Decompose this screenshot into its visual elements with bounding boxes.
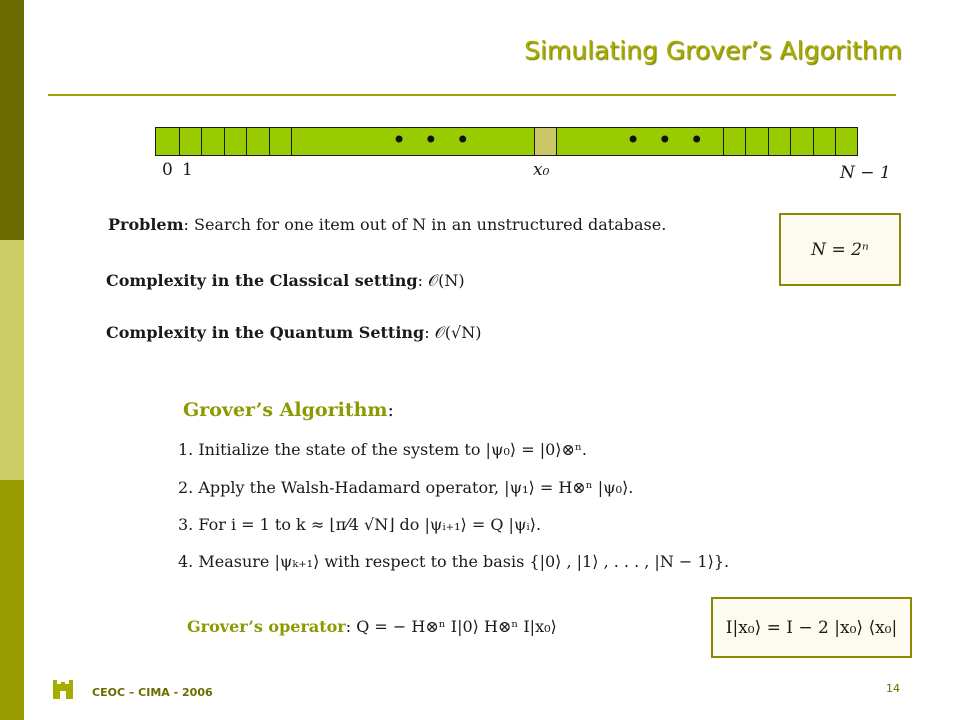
side-bar-bottom: [0, 480, 24, 720]
side-bar-middle: [0, 240, 24, 480]
title-divider: [48, 94, 896, 96]
footer-text: CEOC – CIMA - 2006: [92, 686, 213, 699]
algorithm-heading-label: Grover’s Algorithm: [183, 399, 388, 421]
grover-operator-label: Grover’s operator: [187, 617, 346, 636]
index-n-minus-1-label: N − 1: [840, 163, 891, 183]
problem-label: Problem: [108, 215, 184, 234]
grover-operator-line: [187, 617, 557, 636]
slide-title: Simulating Grover’s Algorithm: [524, 36, 902, 65]
n-definition: N = 2ⁿ: [811, 239, 869, 260]
quantum-complexity: [106, 323, 481, 343]
algorithm-heading-colon: :: [387, 399, 394, 421]
classical-complexity-value: : 𝒪(N): [417, 271, 465, 290]
quantum-complexity-label: Complexity in the Quantum Setting: [106, 323, 425, 342]
index-0-label: 0: [162, 160, 173, 180]
reflection-operator-box: [711, 597, 912, 658]
grover-operator-formula: : Q = − H⊗ⁿ I|0⟩ H⊗ⁿ I|x₀⟩: [345, 617, 557, 636]
cell-divider: [201, 128, 202, 155]
dots-left: • • •: [392, 126, 475, 154]
algorithm-step-3: 3. For i = 1 to k ≈ ⌊π⁄4 √N⌋ do |ψᵢ₊₁⟩ = Q |ψᵢ⟩.: [178, 515, 542, 534]
problem-statement: [108, 215, 666, 234]
algorithm-step-4: 4. Measure |ψₖ₊₁⟩ with respect to the basis {|0⟩ , |1⟩ , . . . , |N − 1⟩}.: [178, 552, 730, 571]
cell-divider: [790, 128, 791, 155]
index-1-label: 1: [182, 160, 193, 180]
castle-logo-icon: [52, 678, 74, 700]
cell-divider: [745, 128, 746, 155]
cell-divider: [179, 128, 180, 155]
reflection-operator-formula: I|x₀⟩ = I − 2 |x₀⟩ ⟨x₀|: [725, 617, 898, 638]
cell-divider: [246, 128, 247, 155]
algorithm-step-1: 1. Initialize the state of the system to |ψ₀⟩ = |0⟩⊗ⁿ.: [178, 440, 587, 459]
cell-divider: [835, 128, 836, 155]
cell-divider: [291, 128, 292, 155]
cell-divider: [269, 128, 270, 155]
algorithm-step-2: 2. Apply the Walsh-Hadamard operator, |ψ₁⟩ = H⊗ⁿ |ψ₀⟩.: [178, 478, 634, 497]
classical-complexity-label: Complexity in the Classical setting: [106, 271, 418, 290]
index-x0-label: x₀: [533, 160, 550, 180]
n-definition-box: [779, 213, 901, 286]
dots-right: • • •: [626, 126, 709, 154]
side-bar-top: [0, 0, 24, 240]
quantum-complexity-value: : 𝒪(√N): [424, 323, 482, 342]
cell-divider: [768, 128, 769, 155]
cell-divider: [224, 128, 225, 155]
target-cell: [534, 128, 557, 155]
cell-divider: [813, 128, 814, 155]
database-array: [155, 127, 858, 156]
classical-complexity: [106, 271, 465, 291]
problem-text: : Search for one item out of N in an unstructured database.: [183, 215, 667, 234]
page-number: 14: [886, 682, 900, 695]
algorithm-heading: [183, 399, 394, 421]
cell-divider: [723, 128, 724, 155]
